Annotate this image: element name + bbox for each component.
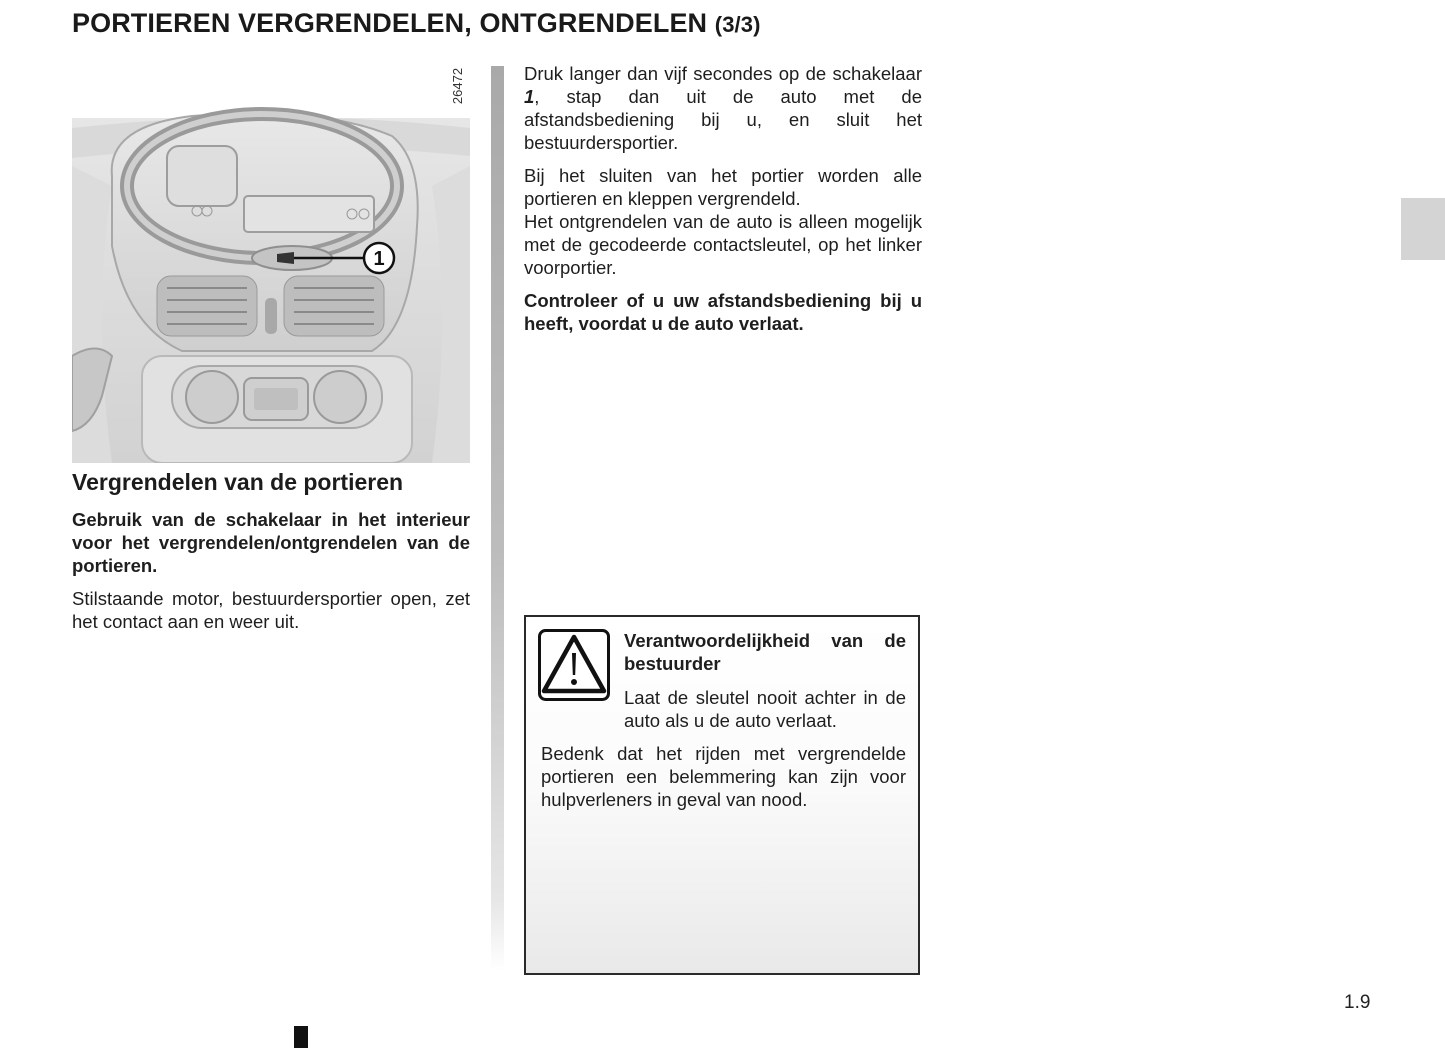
- section-title: Vergrendelen van de portieren: [72, 469, 404, 495]
- page-title-main: PORTIEREN VERGRENDELEN, ONTGRENDELEN: [72, 8, 708, 38]
- bold-intro: Gebruik van de schakelaar in het interieur voor het vergrendelen/ontgrendelen van de portieren.: [72, 509, 470, 576]
- left-paragraph: Stilstaande motor, bestuurdersportier open, zet het contact aan en weer uit.: [72, 588, 470, 632]
- section-tab: [1401, 198, 1445, 260]
- p1-text-before: Druk langer dan vijf secondes op de schakelaar: [524, 63, 922, 84]
- warning-paragraph-2: Bedenk dat het rijden met vergrendelde portieren een belemmering kan zijn voor hulpverleners in geval van nood.: [541, 743, 906, 810]
- right-paragraph-1: [524, 62, 922, 154]
- column-divider: [491, 66, 504, 971]
- dashboard-illustration-svg: [72, 66, 470, 463]
- page-title: [72, 8, 761, 39]
- p1-text-after: , stap dan uit de auto met de afstandsbediening bij u, en sluit het bestuurdersportier.: [524, 86, 922, 153]
- print-mark: [294, 1026, 308, 1048]
- callout-number: 1: [373, 248, 385, 270]
- dashboard-illustration: [72, 66, 470, 463]
- warning-paragraph-1: Laat de sleutel nooit achter in de auto als u de auto verlaat.: [624, 687, 906, 731]
- p1-reference: 1: [524, 86, 535, 107]
- p2-line-2: Het ontgrendelen van de auto is alleen mogelijk met de gecodeerde contactsleutel, op het linker voorportier.: [524, 211, 922, 278]
- warning-triangle-icon: [538, 629, 610, 701]
- warning-box: [524, 615, 920, 975]
- page-title-part: (3/3): [714, 12, 761, 37]
- warning-heading: Verantwoordelijkheid van de bestuurder: [624, 630, 906, 674]
- bold-note: Controleer of u uw afstandsbediening bij u heeft, voordat u de auto verlaat.: [524, 290, 922, 334]
- right-paragraph-2: [524, 164, 922, 279]
- figure-code: 26472: [450, 67, 465, 105]
- p2-line-1: Bij het sluiten van het portier worden alle portieren en kleppen vergrendeld.: [524, 165, 922, 209]
- page-number: 1.9: [1344, 992, 1371, 1013]
